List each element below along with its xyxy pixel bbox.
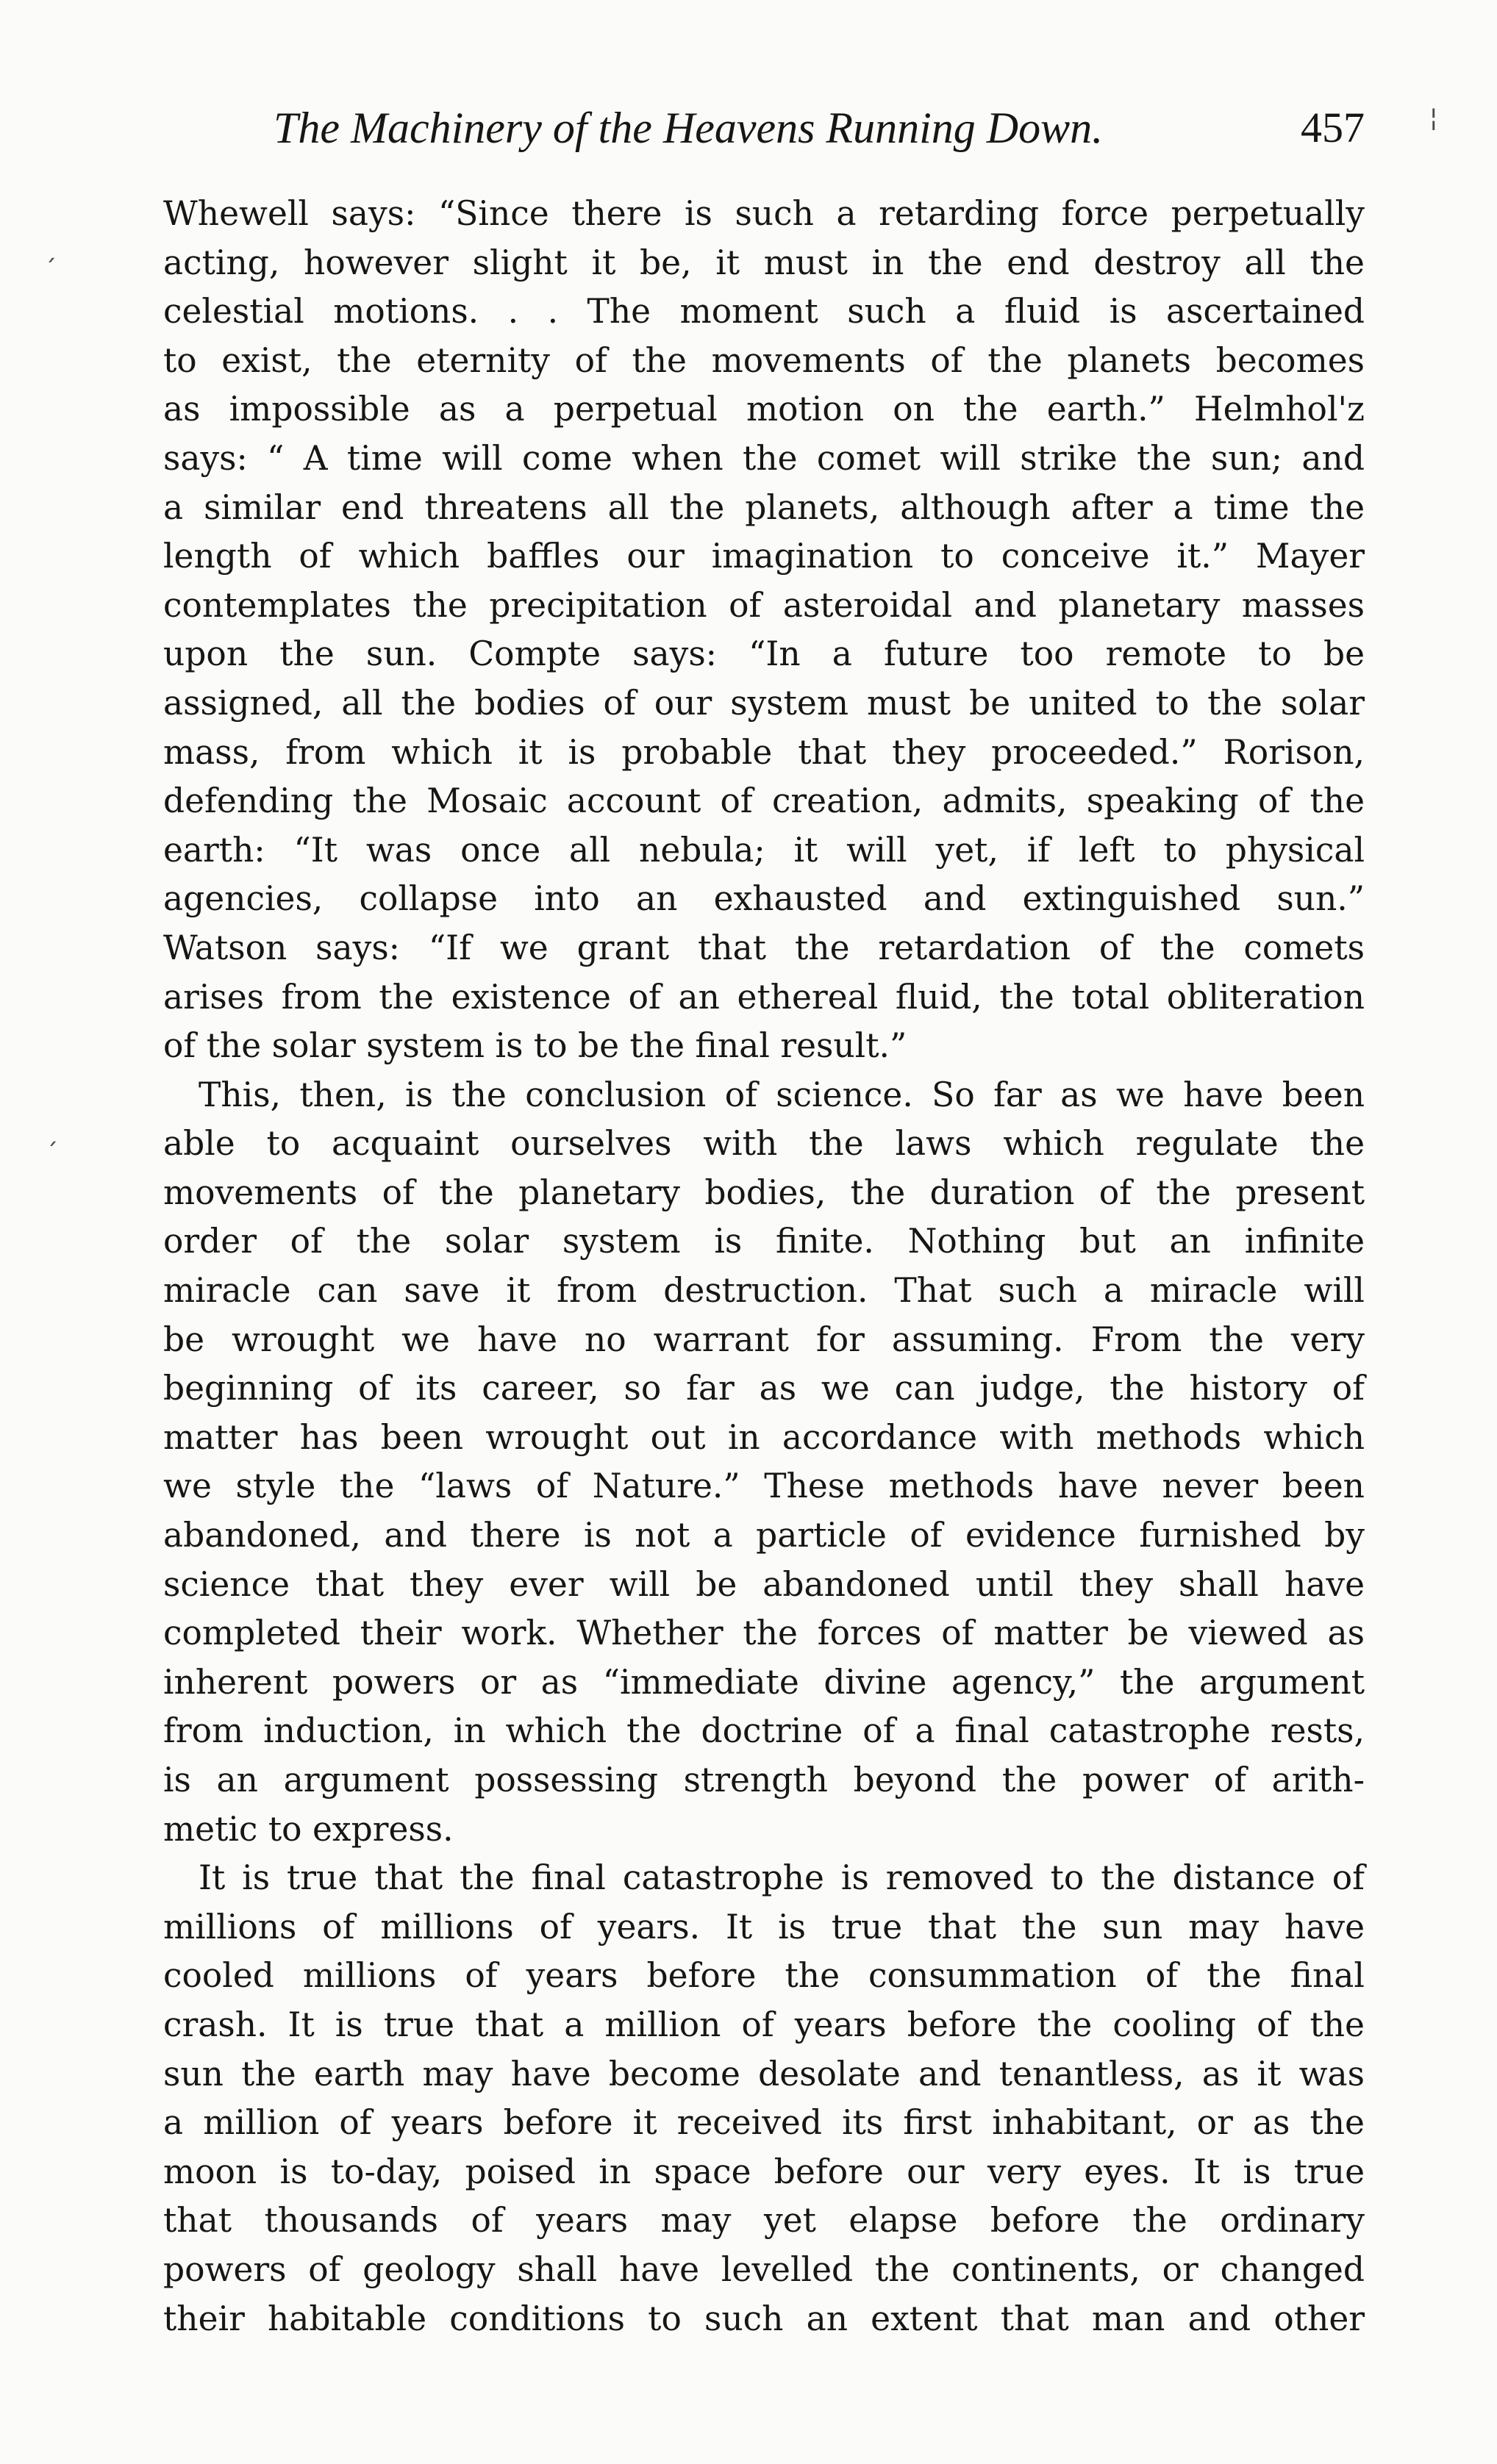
margin-mark: ¦ bbox=[1429, 103, 1438, 132]
text-line: miracle can save it from destruction. That such a miracle will bbox=[163, 1271, 1365, 1311]
paragraph-1 bbox=[163, 190, 1365, 1071]
text-line: movements of the planetary bodies, the duration of the present bbox=[163, 1172, 1365, 1212]
text-line: beginning of its career, so far as we can judge, the history of bbox=[163, 1369, 1365, 1408]
text-line: to exist, the eternity of the movements of the planets becomes bbox=[163, 340, 1365, 380]
text-line: a similar end threatens all the planets, although after a time the bbox=[163, 487, 1365, 527]
text-line: It is true that the final catastrophe is removed to the distance of bbox=[199, 1858, 1365, 1898]
text-line: inherent powers or as “immediate divine agency,” the argument bbox=[163, 1662, 1365, 1702]
text-line: celestial motions. . . The moment such a fluid is ascertained bbox=[163, 292, 1365, 332]
text-line: says: “ A time will come when the comet will strike the sun; and bbox=[163, 438, 1365, 478]
text-line: that thousands of years may yet elapse before the ordinary bbox=[163, 2201, 1365, 2241]
text-line: from induction, in which the doctrine of a final catastrophe rests, bbox=[163, 1711, 1365, 1751]
text-line: sun the earth may have become desolate and tenantless, as it was bbox=[163, 2054, 1365, 2094]
text-line: abandoned, and there is not a particle of evidence furnished by bbox=[163, 1516, 1365, 1555]
text-line: a million of years before it received its first inhabitant, or as the bbox=[163, 2103, 1365, 2143]
text-line: able to acquaint ourselves with the laws which regulate the bbox=[163, 1124, 1365, 1164]
margin-mark: ˏ bbox=[44, 234, 57, 263]
text-line: matter has been wrought out in accordance with methods which bbox=[163, 1417, 1365, 1457]
text-line: earth: “It was once all nebula; it will yet, if left to physical bbox=[163, 830, 1365, 870]
text-line: their habitable conditions to such an extent that man and other bbox=[163, 2299, 1365, 2338]
paragraph-3 bbox=[163, 1854, 1365, 2343]
text-line: Whewell says: “Since there is such a retarding force perpetually bbox=[163, 194, 1365, 233]
text-line: metic to express. bbox=[163, 1809, 454, 1849]
text-line: length of which baffles our imagination to conceive it.” Mayer bbox=[163, 537, 1365, 576]
text-line: moon is to-day, poised in space before our very eyes. It is true bbox=[163, 2152, 1365, 2191]
text-line: crash. It is true that a million of years before the cooling of the bbox=[163, 2005, 1365, 2044]
text-line: as impossible as a perpetual motion on the earth.” Helmhol'z bbox=[163, 390, 1365, 429]
running-head bbox=[163, 94, 1365, 160]
text-line: defending the Mosaic account of creation, admits, speaking of the bbox=[163, 781, 1365, 821]
text-line: contemplates the precipitation of asteroidal and planetary masses bbox=[163, 585, 1365, 625]
text-line: arises from the existence of an ethereal fluid, the total obliteration bbox=[163, 977, 1365, 1017]
text-line: completed their work. Whether the forces of matter be viewed as bbox=[163, 1614, 1365, 1653]
text-line: is an argument possessing strength beyond the power of arith- bbox=[163, 1761, 1365, 1799]
text-line: cooled millions of years before the consummation of the final bbox=[163, 1956, 1365, 1996]
text-line: science that they ever will be abandoned until they shall have bbox=[163, 1564, 1365, 1604]
paragraph-2 bbox=[163, 1071, 1365, 1855]
running-title: The Machinery of the Heavens Running Down. bbox=[274, 104, 1104, 152]
text-line: order of the solar system is finite. Nothing but an infinite bbox=[163, 1222, 1365, 1261]
text-line: mass, from which it is probable that they proceeded.” Rorison, bbox=[163, 732, 1365, 772]
text-line: we style the “laws of Nature.” These methods have never been bbox=[163, 1466, 1365, 1506]
text-line: agencies, collapse into an exhausted and extinguished sun.” bbox=[163, 879, 1365, 919]
text-line: be wrought we have no warrant for assuming. From the very bbox=[163, 1319, 1365, 1359]
text-line: Watson says: “If we grant that the retardation of the comets bbox=[163, 928, 1365, 967]
text-line: upon the sun. Compte says: “In a future too remote to be bbox=[163, 634, 1365, 674]
margin-mark: ˏ bbox=[46, 1117, 58, 1147]
text-line: acting, however slight it be, it must in the end destroy all the bbox=[163, 243, 1365, 282]
text-line: assigned, all the bodies of our system must be united to the solar bbox=[163, 683, 1365, 723]
text-line: millions of millions of years. It is true that the sun may have bbox=[163, 1907, 1365, 1947]
text-line: This, then, is the conclusion of science. So far as we have been bbox=[199, 1075, 1365, 1114]
text-line: powers of geology shall have levelled the continents, or changed bbox=[163, 2249, 1365, 2289]
text-line: of the solar system is to be the final result.” bbox=[163, 1026, 907, 1066]
body-text bbox=[163, 190, 1365, 2343]
page-number: 457 bbox=[1301, 104, 1365, 151]
